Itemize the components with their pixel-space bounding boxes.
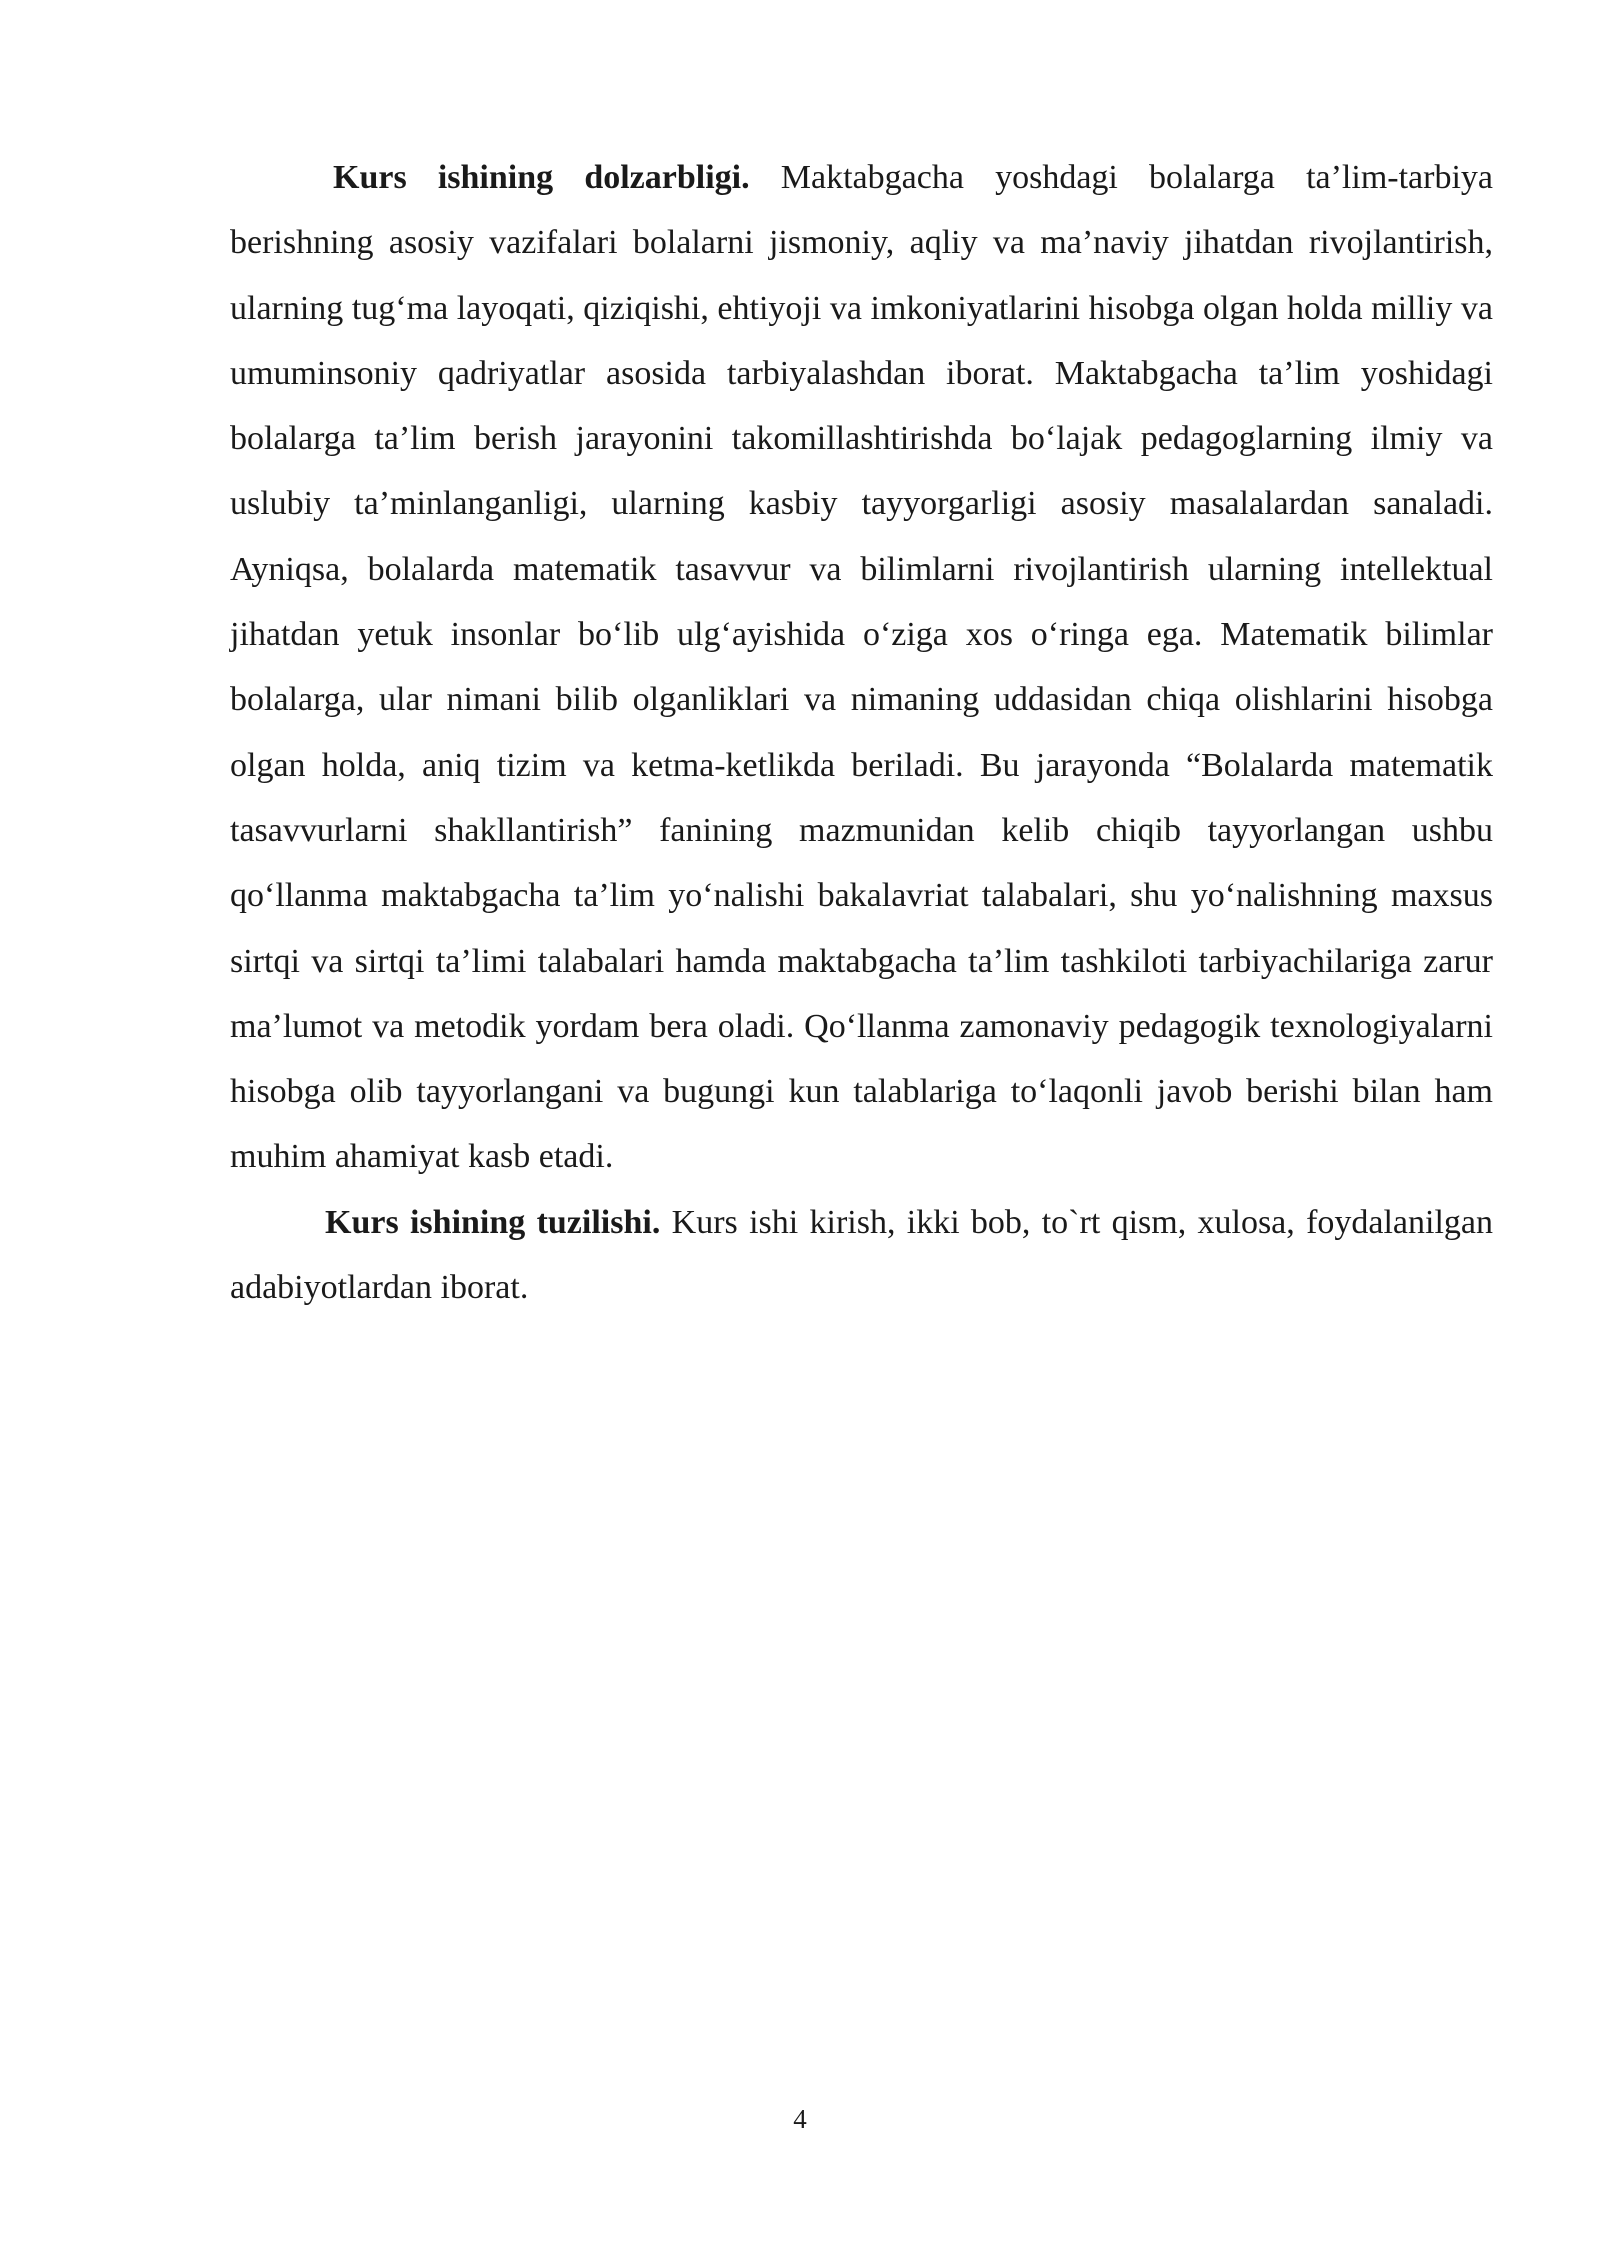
relevance-paragraph: [230, 145, 1493, 1190]
structure-heading: Kurs ishining tuzilishi.: [325, 1203, 661, 1241]
structure-paragraph: [230, 1190, 1493, 1321]
page-body: [230, 145, 1493, 1320]
relevance-text: Maktabgacha yoshdagi bolalarga ta’lim-tarbiya berishning asosiy vazifalari bolalarni jismoniy, aqliy va ma’naviy jihatdan rivojlantirish, ularning tug‘ma layoqati, qiziqishi, ehtiyoji va imkoniyatlarini hisobga olgan holda milliy va umuminsoniy qadriyatlar asosida tarbiyalashdan iborat. Maktabgacha ta’lim yoshidagi bolalarga ta’lim berish jarayonini takomillashtirishda bo‘lajak pedagoglarning ilmiy va uslubiy ta’minlanganligi, ularning kasbiy tayyorgarligi asosiy masalalardan sanaladi. Ayniqsa, bolalarda matematik tasavvur va bilimlarni rivojlantirish ularning intellektual jihatdan yetuk insonlar bo‘lib ulg‘ayishida o‘ziga xos o‘ringa ega. Matematik bilimlar bolalarga, ular nimani bilib olganliklari va nimaning uddasidan chiqa olishlarini hisobga olgan holda, aniq tizim va ketma-ketlikda beriladi. Bu jarayonda “Bolalarda matematik tasavvurlarni shakllantirish” fanining mazmunidan kelib chiqib tayyorlangan ushbu qo‘llanma maktabgacha ta’lim yo‘nalishi bakalavriat talabalari, shu yo‘nalishning maxsus sirtqi va sirtqi ta’limi talabalari hamda maktabgacha ta’lim tashkiloti tarbiyachilariga zarur ma’lumot va metodik yordam bera oladi. Qo‘llanma zamonaviy pedagogik texnologiyalarni hisobga olib tayyorlangani va bugungi kun talablariga to‘laqonli javob berishi bilan ham muhim ahamiyat kasb etadi.: [230, 159, 1493, 1176]
structure-text: Kurs ishi kirish, ikki bob, to`rt qism, xulosa, foydalanilgan adabiyotlardan iborat.: [230, 1203, 1494, 1307]
relevance-heading: Kurs ishining dolzarbligi.: [333, 159, 750, 196]
page-number: 4: [793, 2104, 807, 2134]
